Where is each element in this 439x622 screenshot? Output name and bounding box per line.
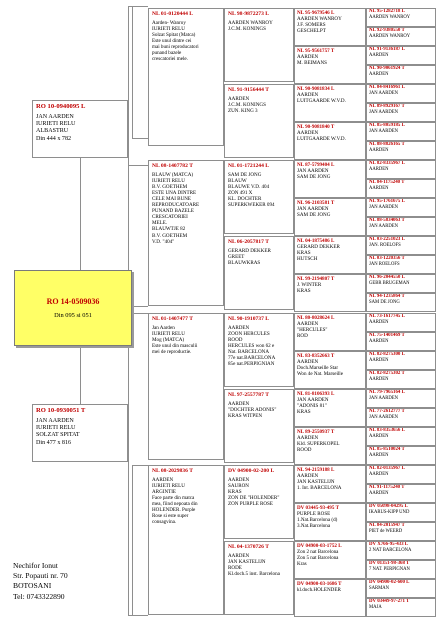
pigeon-description: AARDEN [369,376,389,382]
gen4-box [294,84,366,122]
pigeon-description: AARDEN [369,490,389,496]
gen4-box [294,427,366,465]
pigeon-description: JAN AARDEN [369,109,399,115]
pigeon-description: JAN. ROELOFS [369,242,401,248]
owner-contact [13,561,68,602]
gen5-box [366,579,436,598]
grandparent-box [148,465,224,615]
ring-number: NL 95-9679546 L [297,10,335,16]
ring-number: NL 96-2044550 L [369,275,405,280]
gen5-box [366,465,436,484]
grandparent-box [148,160,224,306]
pigeon-description: JAN AARDEN IURIETI RELU SOLZAT SPITAT Din 477 x 816 [36,418,80,446]
gen5-box [366,446,436,465]
gen5-box [366,217,436,236]
gen5-box [366,313,436,332]
pigeon-description: JAN ROELOFS [369,261,400,267]
ring-number: NL 82-8275300 L [369,352,405,357]
gen5-box [366,236,436,255]
pigeon-description: GEBR BRUGEMAN [369,280,410,286]
sire-box [32,100,128,158]
ring-number: NL 03-1220356 T [369,256,405,261]
ring-number: NL 90-9081834 L [297,86,335,92]
pigeon-description: AARDEN LUITGAARDE W.V.D. [297,130,346,143]
ring-number: NL 03-2251023 L [369,237,405,242]
ring-number: DV X766-95-433 L [369,542,409,547]
gen5-box [366,598,436,617]
main-pedigree-note: Din 095 si 051 [54,312,92,319]
ring-number: NL 92-9380550 T [369,28,405,33]
ring-number: NL 98-9872273 L [228,11,270,17]
gen4-box [294,160,366,198]
pigeon-description: MAJA [369,604,382,610]
pigeon-description: AARDEN WANROY J.F. SOMERS GESCHELPT [297,16,342,35]
pigeon-description: 2 NAT BARCELONA [369,547,412,553]
gen4-box [294,122,366,160]
ring-number: NL 82-8335967 L [369,161,405,166]
ring-number: NL 82-0135967 L [369,466,405,471]
pigeon-description: PIET de WEERD [369,528,403,534]
gen4-box [294,389,366,427]
pigeon-description: JAN AARDEN [369,90,399,96]
gen4-box [294,274,366,312]
ring-number: NL 88-5834063 T [369,218,405,223]
main-ring-number: RO 14-0509036 [46,297,100,306]
pigeon-description: JAN AARDEN [369,204,399,210]
ring-number: DV 04900-03-1686 T [297,581,342,587]
pigeon-description: JAN AARDEN SAM DE JONG [297,168,331,181]
ring-number: NL 01-1407477 T [152,316,193,322]
ring-number: DV 01351-98-368 T [369,561,410,566]
ring-number: NL 04-1875486 L [297,238,335,244]
gen4-box [294,46,366,84]
gen5-box [366,560,436,579]
pigeon-description: kl.doch.HOLENDER [297,587,341,593]
great-grandparent-box [224,8,294,82]
pigeon-description: AARDEN JAN KASTELIJN 1. Int. BARCELONA [297,473,342,492]
pigeon-description: AARDEN [369,471,389,477]
gen4-box [294,579,366,617]
ring-number: NL 89-8929167 T [369,104,405,109]
pigeon-description: AARDEN WANROY [369,14,411,20]
pigeon-description: SAM DE JONG BLAUW BLAUWE V.D. 404 ZON 491 X KL. DOCHTER SUPERKWEKER 094 [228,171,275,209]
ring-number: DV 04900-03-1752 L [297,543,342,549]
ring-number: NL 90-9081840 T [297,124,335,130]
pigeon-description: AARDEN [369,185,389,191]
ring-number: NL 84-2015947 T [369,523,405,528]
gen5-box [366,8,436,27]
pigeon-description: AARDEN IURIETI RELU ARGINTIE Face parte din matca mea, fiind nepoata din HOLENDER. Purple Rose si este super consagvina. [152,476,198,526]
pigeon-description: AARDEN [369,357,389,363]
gen5-box [366,179,436,198]
ring-number: NL 89-2550937 T [297,429,335,435]
ring-number: NL 91-9136187 L [369,47,405,52]
ring-number: NL 94-1235864 T [369,294,405,299]
ring-number: NL 88-8826165 T [369,142,405,147]
gen5-box [366,427,436,446]
pigeon-description: JAN AARDEN [369,414,399,420]
pigeon-description: AARDEN Kld. SUPERKOPEL ROOD [297,435,340,454]
gen5-box [366,65,436,84]
pigeon-description: AARDEN WANROY J.C.M. KONINGS [228,19,273,32]
gen5-box [366,27,436,46]
ring-number: NL 90-9061924 T [369,66,405,71]
pigeon-description: AARDEN [369,52,389,58]
ring-number: NL 91-9156444 T [228,87,269,93]
gen5-box [366,141,436,160]
ring-number: NL 95-1761675 L [369,199,405,204]
pigeon-description: AARDEN [369,71,389,77]
gen5-box [366,370,436,389]
pigeon-description: AARDEN [369,338,389,344]
pigeon-description: JAN AARDEN [369,223,399,229]
owner-phone: Tel: 0743322890 [13,591,65,601]
gen5-box [366,522,436,541]
gen4-box [294,313,366,351]
ring-number: DV 03445-93-495 T [297,505,339,511]
ring-number: DV 04900-02-600 L [369,580,410,585]
pigeon-description: AARDEN [369,452,389,458]
gen4-box [294,503,366,541]
ring-number: NL 90-1910737 L [228,316,270,322]
pigeon-description: Aarden- Wanroy IURIETI RELU Solzat Spitat (Matca) Este unul dintre cei mai buni reproducatori punand bazele crescatoriei mele. [152,19,199,63]
great-grandparent-box [224,465,294,539]
gen4-box [294,198,366,236]
gen5-box [366,389,436,408]
pigeon-description: 7 NAT. PERPIGNAN [369,566,410,572]
great-grandparent-box [224,236,294,310]
ring-number: NL 83-8352663 T [297,353,335,359]
ring-number: DV 04900-02-200 L [228,468,275,474]
pigeon-description: AARDEN [369,166,389,172]
pigeon-description: AARDEN "HERCULES" ROD [297,321,328,340]
ring-number: RO 10-0940095 L [36,103,86,110]
gen5-box [366,351,436,370]
pigeon-description: GERARD DEKKER KRAS HUTSCH [297,244,340,263]
great-grandparent-box [224,313,294,387]
pigeon-description: J. WINTER KRAS [297,282,322,295]
ring-number: NL 95-9561757 T [297,48,335,54]
great-grandparent-box [224,541,294,615]
gen4-box [294,236,366,274]
pigeon-description: AARDEN [369,319,389,325]
ring-number: NL 84-1175240 T [369,180,405,185]
gen5-box [366,255,436,274]
ring-number: NL 82-8275302 T [369,371,405,376]
pigeon-description: BLAUW (MATCA) IURIETI RELU B.V. GOETHEM ESTE UNA DINTRE CELE MAI BUNE REPRODUCATOARE PUNAND BAZELE CRESCATORIEI MELE. BLAUWTJE 82 B.V. GOETHEM V.D. "404" [152,171,200,245]
great-grandparent-box [224,160,294,234]
pigeon-description: SAM DE JONG [369,299,400,305]
pigeon-description: PURPLE ROSE 1.Nat.Barcelona (d) 3.Nat.Barcelona [297,511,338,530]
great-grandparent-box [224,84,294,158]
ring-number: NL 73-1617745 L [369,314,405,319]
ring-number: DV 05098-04295 L [369,504,408,509]
gen5-box [366,198,436,217]
ring-number: NL 85-8510024 T [369,447,405,452]
gen4-box [294,541,366,579]
grandparent-box [148,313,224,460]
ring-number: NL 04-1370726 T [228,544,269,550]
pigeon-description: AARDEN M. BEIMANS [297,54,328,67]
pigeon-description: AARDEN JAN KASTELIJN RODE Kl.doch.5 inst. Barcelona [228,552,280,577]
owner-street: Str. Popauti nr. 70 [13,571,68,581]
pigeon-description: AARDEN [369,433,389,439]
ring-number: NL 75-1401469 T [369,333,405,338]
ring-number: NL 01-0120444 L [152,11,194,17]
pigeon-description: AARDEN WANROY [369,33,411,39]
ring-number: NL 08-2029836 T [152,468,193,474]
pigeon-description: AARDEN "DOCHTER ADONIS" KRAS WITPEN [228,400,277,419]
gen5-box [366,160,436,179]
ring-number: NL 96-2103581 T [297,200,335,206]
pigeon-description: JAN AARDEN "ADONIS 81" KRAS [297,397,329,416]
gen5-box [366,332,436,351]
ring-number: NL 79-7965164 L [369,390,405,395]
ring-number: NL 85-8059185 L [369,123,405,128]
pigeon-description: AARDEN LUITGAARDE W.V.D. [297,92,346,105]
pigeon-description: AARDEN Doch.Marseille Star Won 4e Nat. Marseille [297,359,343,378]
grandparent-box [148,8,224,146]
gen5-box [366,46,436,65]
main-pigeon-box [14,270,132,346]
gen4-box [294,351,366,389]
ring-number: NL 83-8353656 L [369,428,405,433]
ring-number: NL 91-1175240 T [369,485,405,490]
ring-number: NL 08-1407782 T [152,163,193,169]
owner-name: Nechifor Ionut [13,561,58,570]
gen5-box [366,274,436,293]
pigeon-description: JAN AARDEN IURIETI RELU ALBASTRU Din 444 x 782 [36,114,76,142]
pigeon-description: Jan Aarden IURIETI RELU Mog (MATCA) Este unul din masculii mei de reproductie. [152,324,198,355]
ring-number: NL 99-2194807 T [297,276,335,282]
pigeon-description: AARDEN SAURON KRAS ZON DE "HOLENDER" ZON PURPLE ROSE [228,476,280,507]
ring-number: NL 94-2159188 L [297,467,335,473]
gen5-box [366,541,436,560]
pigeon-description: AARDEN [369,147,389,153]
ring-number: NL 81-8106393 L [297,391,335,397]
pigeon-description: JAN AARDEN [369,128,399,134]
ring-number: NL 06-2057817 T [228,239,269,245]
ring-number: NL 80-8028624 L [297,315,335,321]
pigeon-description: AARDEN ZOON HERCULES ROOD HERCULES won 62 e Nat. BARCELONA 77e nat.BARCELONA 85e nat.PERPIGNIAN [228,324,276,368]
gen5-box [366,84,436,103]
ring-number: NL 87-5799404 L [297,162,335,168]
pigeon-description: JAN AARDEN SAM DE JONG [297,206,331,219]
pigeon-description: SARMAN [369,585,390,591]
ring-number: NL 84-8416961 L [369,85,405,90]
ring-number: NL 97-2557787 T [228,392,269,398]
pigeon-description: AARDEN J.C.M. KONINGS ZUN. KING 3 [228,95,266,114]
gen4-box [294,465,366,503]
dam-box [32,404,128,462]
gen5-box [366,503,436,522]
gen5-box [366,122,436,141]
ring-number: RO 10-0930051 T [36,407,86,414]
pigeon-description: JAN AARDEN [369,395,399,401]
gen5-box [366,103,436,122]
gen5-box [366,408,436,427]
gen5-box [366,293,436,312]
pigeon-description: GERARD DEKKER GREET BLAUWKRAS [228,247,271,266]
pigeon-description: IKARUS-KIPP UND [369,509,410,515]
gen4-box [294,8,366,46]
pigeon-description: Zon 2 nat Barcelona Zon 5 nat Barcelona Kras [297,549,339,568]
owner-city: BOTOSANI [13,581,52,591]
ring-number: NL 95-1282718 L [369,9,405,14]
great-grandparent-box [224,389,294,463]
ring-number: DV 03449-97-271 T [369,599,410,604]
gen5-box [366,484,436,503]
ring-number: NL 77-2612777 T [369,409,405,414]
ring-number: NL 01-1721244 L [228,163,270,169]
